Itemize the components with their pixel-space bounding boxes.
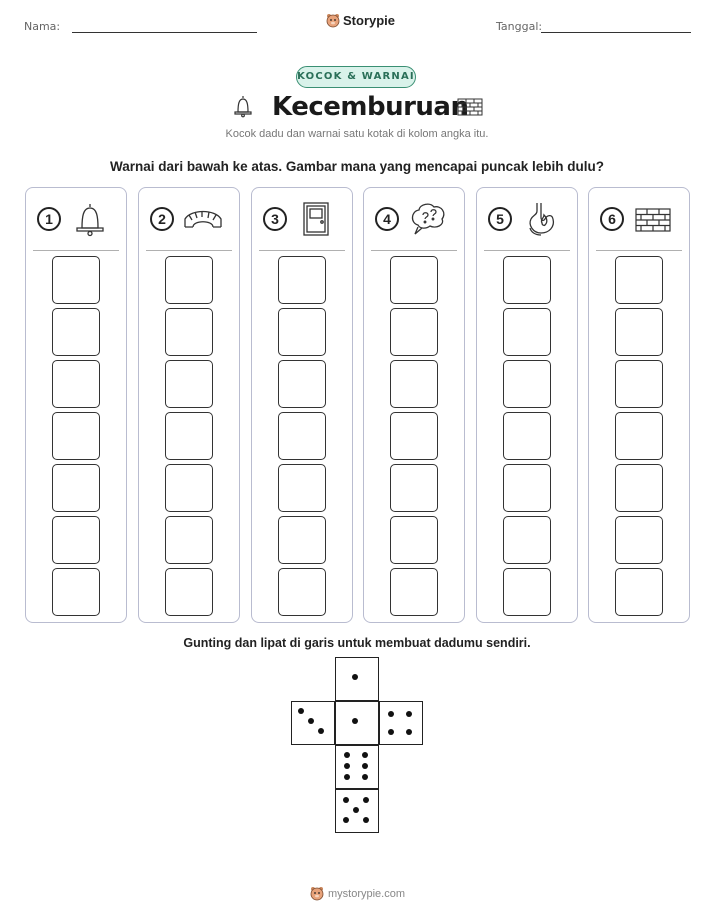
name-label: Nama: bbox=[24, 20, 61, 33]
column-number: 1 bbox=[37, 207, 61, 231]
column-divider bbox=[146, 250, 232, 251]
die-pip bbox=[298, 708, 304, 714]
color-box[interactable] bbox=[165, 464, 213, 512]
brand-logo bbox=[326, 13, 395, 28]
die-pip bbox=[362, 774, 368, 780]
color-box[interactable] bbox=[52, 568, 100, 616]
bell-icon bbox=[70, 201, 110, 237]
color-box[interactable] bbox=[503, 308, 551, 356]
thought-bubble-icon bbox=[408, 201, 448, 237]
die-pip bbox=[343, 817, 349, 823]
die-pip bbox=[343, 797, 349, 803]
color-box[interactable] bbox=[615, 360, 663, 408]
column-3 bbox=[251, 187, 353, 623]
brand-name: Storypie bbox=[343, 13, 396, 28]
color-box[interactable] bbox=[503, 256, 551, 304]
dice-instruction: Gunting dan lipat di garis untuk membuat dadumu sendiri. bbox=[183, 636, 531, 650]
die-pip bbox=[406, 711, 412, 717]
column-number: 3 bbox=[263, 207, 287, 231]
storypie-mascot-icon bbox=[326, 13, 340, 28]
die-pip bbox=[352, 718, 358, 724]
color-box[interactable] bbox=[165, 516, 213, 564]
activity-badge: KOCOK & WARNAI bbox=[296, 66, 416, 88]
die-pip bbox=[363, 817, 369, 823]
color-box[interactable] bbox=[503, 568, 551, 616]
color-box[interactable] bbox=[390, 256, 438, 304]
coloring-instruction: Warnai dari bawah ke atas. Gambar mana yang mencapai puncak lebih dulu? bbox=[110, 159, 604, 174]
column-6 bbox=[588, 187, 690, 623]
column-5 bbox=[476, 187, 578, 623]
color-box[interactable] bbox=[52, 412, 100, 460]
color-box[interactable] bbox=[278, 308, 326, 356]
color-box[interactable] bbox=[52, 360, 100, 408]
column-divider bbox=[596, 250, 682, 251]
color-box[interactable] bbox=[615, 412, 663, 460]
color-box[interactable] bbox=[503, 464, 551, 512]
die-face-five bbox=[335, 789, 379, 833]
column-2 bbox=[138, 187, 240, 623]
door-icon bbox=[296, 201, 336, 237]
color-box[interactable] bbox=[165, 308, 213, 356]
footer bbox=[310, 886, 405, 901]
color-box[interactable] bbox=[503, 516, 551, 564]
color-box[interactable] bbox=[278, 464, 326, 512]
color-box[interactable] bbox=[615, 516, 663, 564]
name-line bbox=[72, 32, 257, 33]
die-pip bbox=[318, 728, 324, 734]
die-pip bbox=[344, 752, 350, 758]
color-box[interactable] bbox=[615, 568, 663, 616]
footer-url[interactable]: mystorypie.com bbox=[328, 887, 406, 900]
color-box[interactable] bbox=[278, 516, 326, 564]
color-box[interactable] bbox=[615, 464, 663, 512]
die-pip bbox=[388, 711, 394, 717]
die-pip bbox=[363, 797, 369, 803]
die-pip bbox=[308, 718, 314, 724]
color-box[interactable] bbox=[52, 516, 100, 564]
column-divider bbox=[371, 250, 457, 251]
date-line bbox=[541, 32, 691, 33]
die-pip bbox=[353, 807, 359, 813]
die-face-six bbox=[335, 745, 379, 789]
color-box[interactable] bbox=[278, 256, 326, 304]
column-number: 5 bbox=[488, 207, 512, 231]
column-1 bbox=[25, 187, 127, 623]
color-box[interactable] bbox=[165, 256, 213, 304]
page-title: Kecemburuan bbox=[272, 92, 469, 122]
brick-wall-icon bbox=[457, 98, 483, 116]
page-subtitle: Kocok dadu dan warnai satu kotak di kolom angka itu. bbox=[225, 128, 489, 140]
column-4 bbox=[363, 187, 465, 623]
column-divider bbox=[33, 250, 119, 251]
die-pip bbox=[352, 674, 358, 680]
column-divider bbox=[259, 250, 345, 251]
color-box[interactable] bbox=[52, 256, 100, 304]
stone-bridge-icon bbox=[183, 201, 223, 237]
color-box[interactable] bbox=[52, 464, 100, 512]
color-box[interactable] bbox=[390, 568, 438, 616]
die-face-three bbox=[291, 701, 335, 745]
color-box[interactable] bbox=[615, 256, 663, 304]
die-pip bbox=[388, 729, 394, 735]
die-pip bbox=[344, 763, 350, 769]
column-divider bbox=[484, 250, 570, 251]
brick-wall-icon bbox=[633, 201, 673, 237]
die-face-one-center bbox=[335, 701, 379, 745]
color-box[interactable] bbox=[165, 568, 213, 616]
color-box[interactable] bbox=[390, 516, 438, 564]
color-box[interactable] bbox=[390, 308, 438, 356]
die-pip bbox=[344, 774, 350, 780]
die-pip bbox=[406, 729, 412, 735]
column-number: 4 bbox=[375, 207, 399, 231]
color-box[interactable] bbox=[503, 360, 551, 408]
color-box[interactable] bbox=[390, 412, 438, 460]
date-label: Tanggal: bbox=[496, 20, 543, 33]
column-number: 2 bbox=[150, 207, 174, 231]
column-number: 6 bbox=[600, 207, 624, 231]
color-box[interactable] bbox=[52, 308, 100, 356]
color-box[interactable] bbox=[278, 360, 326, 408]
color-box[interactable] bbox=[278, 412, 326, 460]
die-pip bbox=[362, 763, 368, 769]
color-box[interactable] bbox=[165, 360, 213, 408]
color-box[interactable] bbox=[278, 568, 326, 616]
die-face-one bbox=[335, 657, 379, 701]
color-box[interactable] bbox=[390, 464, 438, 512]
color-box[interactable] bbox=[615, 308, 663, 356]
color-box[interactable] bbox=[503, 412, 551, 460]
color-box[interactable] bbox=[390, 360, 438, 408]
storypie-mascot-icon bbox=[310, 886, 324, 901]
color-box[interactable] bbox=[165, 412, 213, 460]
die-pip bbox=[362, 752, 368, 758]
stomach-icon bbox=[521, 201, 561, 237]
die-face-four bbox=[379, 701, 423, 745]
bell-icon bbox=[233, 94, 253, 118]
